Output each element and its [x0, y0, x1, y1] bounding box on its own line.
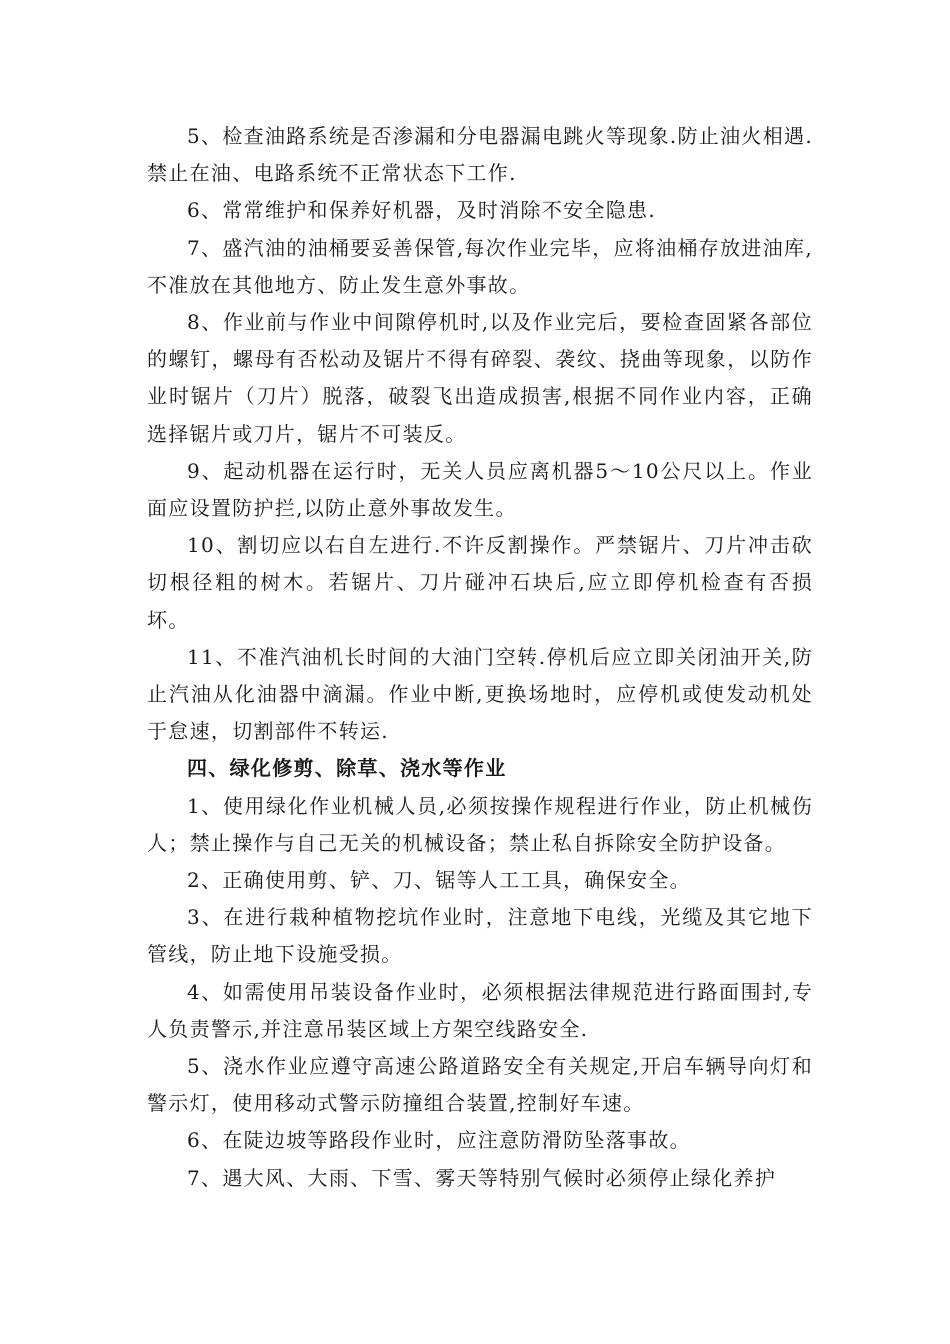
- section-paragraph-7: 7、遇大风、大雨、下雪、雾天等特别气候时必须停止绿化养护: [187, 1165, 777, 1190]
- document-body: [147, 118, 813, 1197]
- paragraph-9: 9、起动机器在运行时，无关人员应离机器5～10公尺以上。作业面应设置防护拦,以防止意外事故发生。: [147, 458, 813, 521]
- paragraph-7: 7、盛汽油的油桶要妥善保管,每次作业完毕，应将油桶存放进油库,不准放在其他地方、防止发生意外事故。: [147, 235, 813, 297]
- section-paragraph-3: 3、在进行栽种植物挖坑作业时，注意地下电线，光缆及其它地下管线，防止地下设施受损。: [147, 905, 813, 967]
- section-paragraph-1: 1、使用绿化作业机械人员,必须按操作规程进行作业，防止机械伤人；禁止操作与自己无关的机械设备；禁止私自拆除安全防护设备。: [147, 793, 813, 855]
- paragraph-10: 10、割切应以右自左进行.不许反割操作。严禁锯片、刀片冲击砍切根径粗的树木。若锯片、刀片碰冲石块后,应立即停机检查有否损坏。: [147, 533, 813, 632]
- paragraph-11: 11、不准汽油机长时间的大油门空转.停机后应立即关闭油开关,防止汽油从化油器中滴漏。作业中断,更换场地时，应停机或使发动机处于怠速，切割部件不转运.: [147, 644, 813, 744]
- section-paragraph-5: 5、浇水作业应遵守高速公路道路安全有关规定,开启车辆导向灯和警示灯，使用移动式警示防撞组合装置,控制好车速。: [147, 1054, 813, 1116]
- section-heading: 四、绿化修剪、除草、浇水等作业: [187, 756, 507, 781]
- paragraph-8: 8、作业前与作业中间隙停机时,以及作业完后，要检查固紧各部位的螺钉，螺母有否松动及锯片不得有碎裂、袭纹、挠曲等现象，以防作业时锯片（刀片）脱落，破裂飞出造成损害,根据不同作业内容，正确选择锯片或刀片，锯片不可装反。: [147, 310, 813, 446]
- section-paragraph-4: 4、如需使用吊装设备作业时，必须根据法律规范进行路面围封,专人负责警示,并注意吊装区域上方架空线路安全.: [147, 979, 813, 1041]
- paragraph-6: 6、常常维护和保养好机器，及时消除不安全隐患.: [187, 198, 656, 223]
- paragraph-5: 5、检查油路系统是否渗漏和分电器漏电跳火等现象.防止油火相遇.禁止在油、电路系统不正常状态下工作.: [147, 124, 813, 186]
- section-paragraph-2: 2、正确使用剪、铲、刀、锯等人工工具，确保安全。: [187, 868, 691, 893]
- section-paragraph-6: 6、在陡边坡等路段作业时，应注意防滑防坠落事故。: [187, 1128, 691, 1153]
